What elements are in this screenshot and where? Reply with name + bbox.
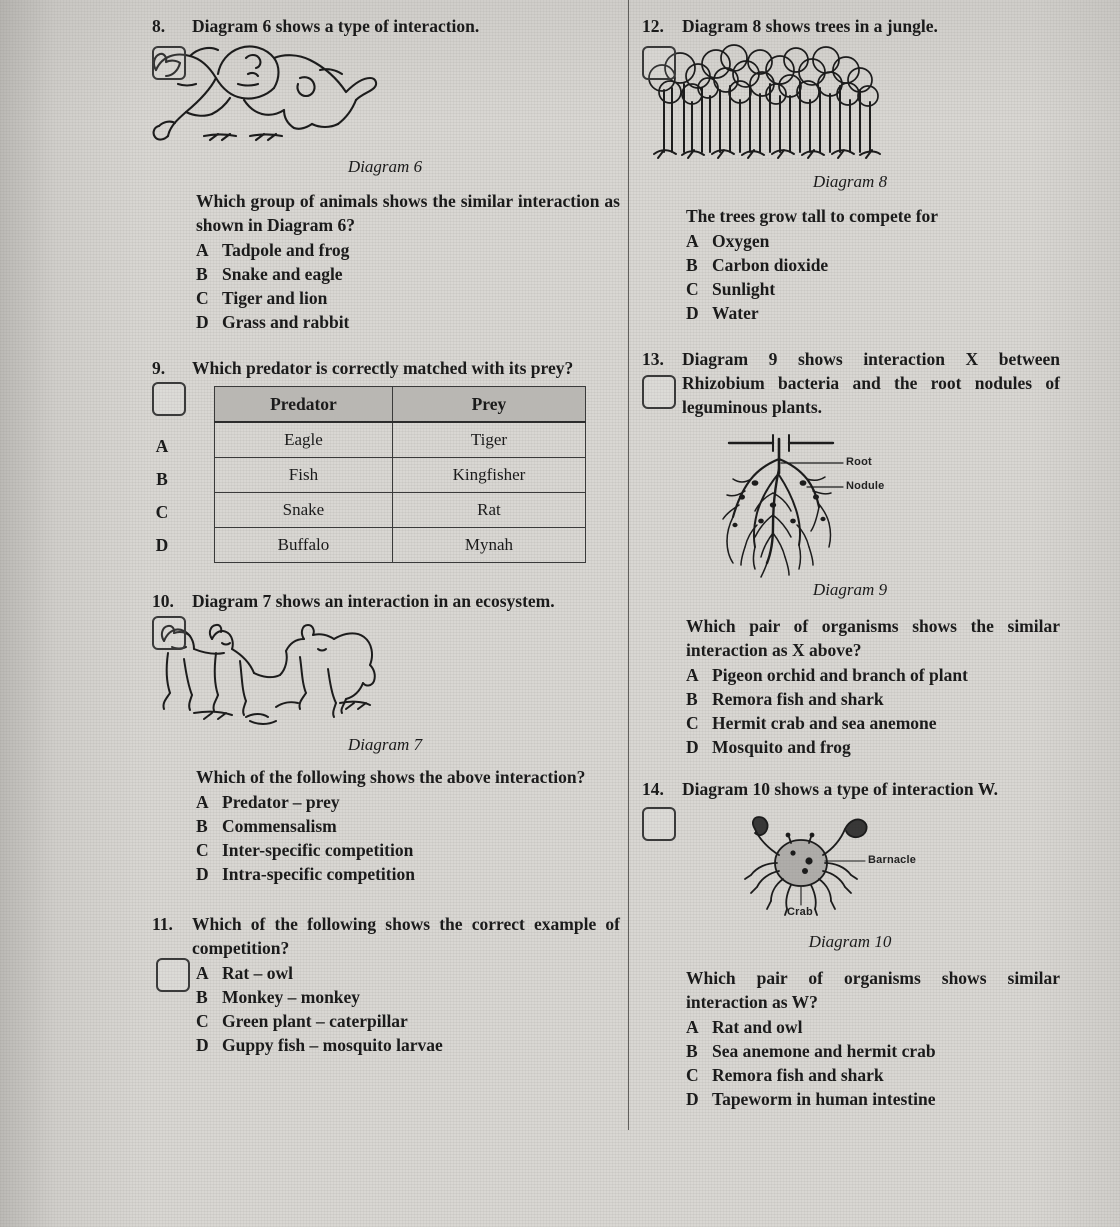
question-11 — [150, 912, 620, 1057]
question-9 — [150, 356, 620, 563]
question-9-prompt: Which predator is correctly matched with its prey? — [192, 358, 574, 378]
question-10-stem: Which of the following shows the above interaction? — [196, 767, 586, 787]
cell-prey: Tiger — [392, 422, 585, 458]
question-8-number: 8. — [152, 16, 166, 36]
option-d-letter: D — [196, 312, 209, 332]
table-row[interactable] — [215, 458, 586, 493]
three-animals-competing-icon — [150, 613, 390, 733]
option-d[interactable] — [686, 735, 1060, 759]
option-b-letter: B — [196, 816, 208, 836]
option-c-text: Remora fish and shark — [712, 1065, 884, 1085]
option-a-letter: A — [196, 792, 209, 812]
question-13-answer-box[interactable] — [642, 375, 676, 409]
question-10-options — [196, 790, 620, 886]
option-c-letter: C — [196, 840, 209, 860]
option-b-text: Snake and eagle — [222, 264, 343, 284]
option-b[interactable] — [196, 814, 620, 838]
table-row-label-c: C — [155, 502, 169, 522]
option-a-letter: A — [686, 665, 699, 685]
jungle-trees-icon — [640, 40, 890, 170]
question-9-table-wrap — [150, 386, 620, 563]
diagram-8-caption: Diagram 8 — [812, 172, 888, 191]
table-row[interactable] — [215, 493, 586, 528]
question-13 — [640, 347, 1060, 759]
option-c[interactable] — [686, 711, 1060, 735]
cell-prey: Rat — [392, 493, 585, 528]
column-divider — [628, 0, 629, 1130]
option-c-letter: C — [196, 288, 209, 308]
option-b-letter: B — [196, 987, 208, 1007]
question-9-number: 9. — [152, 358, 166, 378]
option-c-letter: C — [686, 279, 699, 299]
question-12-options — [686, 229, 1060, 325]
option-d-letter: D — [686, 737, 699, 757]
option-b-text: Monkey – monkey — [222, 987, 361, 1007]
question-14-number: 14. — [642, 779, 664, 799]
question-12-stem: The trees grow tall to compete for — [686, 206, 939, 226]
question-12-body — [640, 204, 1060, 325]
question-8 — [150, 14, 620, 334]
diagram-9-label-nodule: Nodule — [846, 480, 885, 492]
option-d[interactable] — [686, 301, 1060, 325]
option-c[interactable] — [686, 1063, 1060, 1087]
header-prey: Prey — [392, 387, 585, 423]
question-13-prompt: Diagram 9 shows interaction X between Rhizobium bacteria and the root nodules of leguminous plants. — [682, 349, 1060, 417]
crab-with-barnacles-icon — [725, 805, 975, 925]
question-10-answer-box[interactable] — [152, 616, 186, 650]
option-a[interactable] — [196, 961, 620, 985]
option-c-text: Inter-specific competition — [222, 840, 414, 860]
option-b-text: Sea anemone and hermit crab — [712, 1041, 936, 1061]
question-8-answer-box[interactable] — [152, 46, 186, 80]
option-d-text: Grass and rabbit — [222, 312, 350, 332]
option-d[interactable] — [196, 862, 620, 886]
diagram-10-label-barnacle: Barnacle — [868, 854, 917, 866]
option-a[interactable] — [196, 790, 620, 814]
option-a-letter: A — [196, 240, 209, 260]
question-11-number: 11. — [152, 914, 173, 934]
predator-prey-table — [214, 386, 586, 563]
question-12 — [640, 14, 1060, 325]
question-8-body — [150, 189, 620, 334]
question-11-prompt: Which of the following shows the correct example of competition? — [192, 914, 620, 958]
question-13-number: 13. — [642, 349, 664, 369]
option-c-text: Sunlight — [712, 279, 776, 299]
question-8-options — [196, 238, 620, 334]
option-b-text: Remora fish and shark — [712, 689, 884, 709]
option-c[interactable] — [196, 286, 620, 310]
question-10-prompt: Diagram 7 shows an interaction in an ecosystem. — [192, 591, 555, 611]
option-c[interactable] — [196, 1009, 620, 1033]
option-d[interactable] — [196, 310, 620, 334]
diagram-10-art-wrap — [725, 805, 975, 925]
question-11-answer-box[interactable] — [156, 958, 190, 992]
option-c-text: Hermit crab and sea anemone — [712, 713, 937, 733]
option-a-text: Rat – owl — [222, 963, 293, 983]
question-13-body — [640, 614, 1060, 759]
option-c-letter: C — [686, 1065, 699, 1085]
diagram-6-caption: Diagram 6 — [347, 157, 423, 176]
option-d-text: Water — [712, 303, 759, 323]
option-b-letter: B — [686, 255, 698, 275]
option-d-text: Tapeworm in human intestine — [712, 1089, 936, 1109]
question-11-body — [150, 961, 620, 1057]
option-d-text: Guppy fish – mosquito larvae — [222, 1035, 443, 1055]
diagram-9-figure — [640, 429, 1060, 600]
option-c-letter: C — [686, 713, 699, 733]
question-14-prompt: Diagram 10 shows a type of interaction W. — [682, 779, 998, 799]
option-b[interactable] — [686, 1039, 1060, 1063]
option-d-letter: D — [686, 1089, 699, 1109]
diagram-10-label-crab: Crab — [787, 906, 813, 918]
question-8-prompt: Diagram 6 shows a type of interaction. — [192, 16, 480, 36]
option-d-letter: D — [686, 303, 699, 323]
option-d[interactable] — [686, 1087, 1060, 1111]
option-b-letter: B — [686, 689, 698, 709]
cell-predator: Snake — [215, 493, 393, 528]
diagram-7-figure — [150, 613, 620, 755]
question-14-stem: Which pair of organisms shows similar interaction as W? — [686, 968, 1060, 1012]
diagram-7-caption: Diagram 7 — [347, 735, 423, 754]
option-a[interactable] — [196, 238, 620, 262]
option-a-text: Tadpole and frog — [222, 240, 350, 260]
question-12-answer-box[interactable] — [642, 46, 676, 80]
question-10-body — [150, 765, 620, 886]
option-b[interactable] — [686, 687, 1060, 711]
diagram-6-figure — [150, 40, 620, 177]
option-b-letter: B — [196, 264, 208, 284]
diagram-8-figure — [640, 40, 1060, 192]
question-14-options — [686, 1015, 1060, 1111]
option-c-text: Tiger and lion — [222, 288, 328, 308]
option-a-text: Oxygen — [712, 231, 770, 251]
table-row[interactable] — [215, 422, 586, 458]
option-a-text: Predator – prey — [222, 792, 340, 812]
table-row-label-a: A — [155, 436, 169, 456]
table-row-label-d: D — [155, 535, 169, 555]
option-c[interactable] — [686, 277, 1060, 301]
right-column — [640, 14, 1060, 1125]
option-b[interactable] — [686, 253, 1060, 277]
option-a[interactable] — [686, 1015, 1060, 1039]
cell-prey: Kingfisher — [392, 458, 585, 493]
question-14-answer-box[interactable] — [642, 807, 676, 841]
option-b-text: Carbon dioxide — [712, 255, 829, 275]
table-row-label-b: B — [156, 469, 168, 489]
question-12-number: 12. — [642, 16, 664, 36]
question-10 — [150, 589, 620, 886]
option-b[interactable] — [196, 262, 620, 286]
option-a-text: Pigeon orchid and branch of plant — [712, 665, 968, 685]
option-a-text: Rat and owl — [712, 1017, 803, 1037]
diagram-9-label-root: Root — [846, 456, 872, 468]
option-a-letter: A — [196, 963, 209, 983]
option-d-letter: D — [196, 864, 209, 884]
question-13-options — [686, 663, 1060, 759]
option-b-letter: B — [686, 1041, 698, 1061]
question-12-prompt: Diagram 8 shows trees in a jungle. — [682, 16, 938, 36]
question-8-stem: Which group of animals shows the similar interaction as shown in Diagram 6? — [196, 191, 620, 235]
option-b[interactable] — [196, 985, 620, 1009]
header-predator: Predator — [215, 387, 393, 423]
question-13-stem: Which pair of organisms shows the similar interaction as X above? — [686, 616, 1060, 660]
option-c-letter: C — [196, 1011, 209, 1031]
option-d-letter: D — [196, 1035, 209, 1055]
option-d[interactable] — [196, 1033, 620, 1057]
question-10-number: 10. — [152, 591, 174, 611]
option-d-text: Intra-specific competition — [222, 864, 415, 884]
question-14-body — [640, 966, 1060, 1111]
option-a[interactable] — [686, 229, 1060, 253]
question-14 — [640, 777, 1060, 1111]
table-row[interactable] — [215, 528, 586, 563]
cell-predator: Buffalo — [215, 528, 393, 563]
cell-prey: Mynah — [392, 528, 585, 563]
diagram-9-art-wrap — [715, 429, 985, 579]
cell-predator: Fish — [215, 458, 393, 493]
option-a-letter: A — [686, 231, 699, 251]
diagram-9-caption: Diagram 9 — [812, 580, 888, 599]
option-d-text: Mosquito and frog — [712, 737, 851, 757]
table-header-row — [215, 387, 586, 423]
cell-predator: Eagle — [215, 422, 393, 458]
root-nodules-icon — [715, 429, 985, 579]
option-c[interactable] — [196, 838, 620, 862]
option-b-text: Commensalism — [222, 816, 337, 836]
diagram-10-figure — [640, 805, 1060, 952]
option-c-text: Green plant – caterpillar — [222, 1011, 408, 1031]
diagram-10-caption: Diagram 10 — [808, 932, 892, 951]
left-column — [150, 14, 620, 1071]
option-a[interactable] — [686, 663, 1060, 687]
question-11-options — [196, 961, 620, 1057]
option-a-letter: A — [686, 1017, 699, 1037]
